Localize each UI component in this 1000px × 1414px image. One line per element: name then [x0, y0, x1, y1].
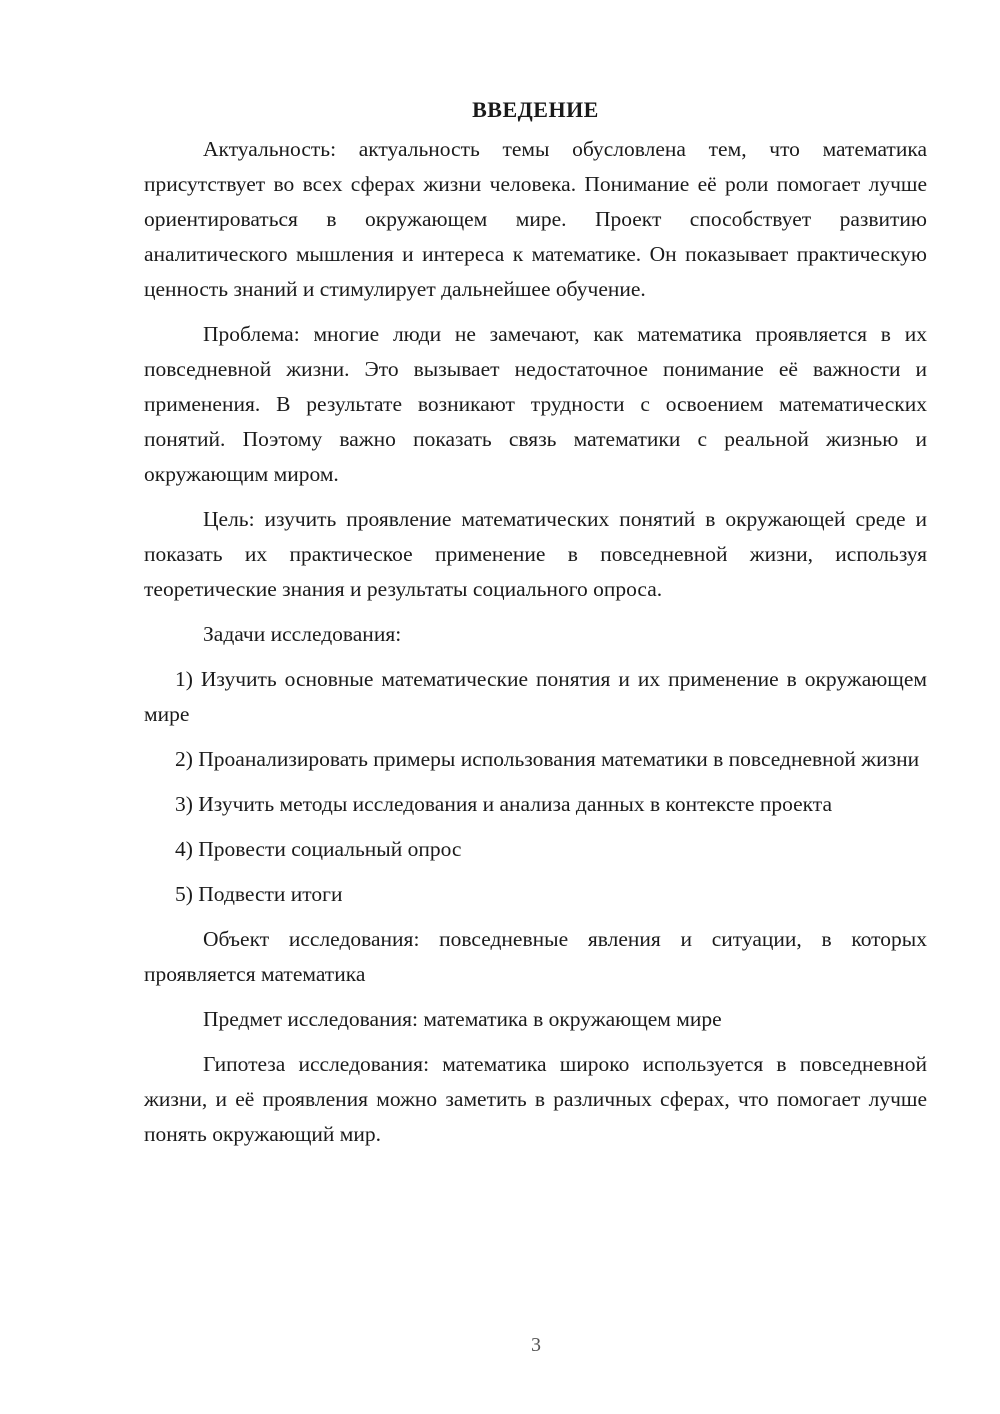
task-item-2: 2) Проанализировать примеры использования математики в повседневной жизни: [175, 747, 920, 771]
task-item-1: 1) Изучить основные математические понятия и их применение в окружающем мире: [144, 667, 927, 726]
document-page: [144, 92, 927, 1162]
section-title: ВВЕДЕНИЕ: [472, 97, 599, 122]
paragraph-problem: Проблема: многие люди не замечают, как математика проявляется в их повседневной жизни. Это вызывает недостаточное понимание её важности и применения. В результате возникают трудности с освоением математических понятий. Поэтому важно показать связь математики с реальной жизнью и окружающим миром.: [144, 322, 927, 486]
page-number: 3: [531, 1334, 541, 1356]
paragraph-goal: Цель: изучить проявление математических понятий в окружающей среде и показать их практическое применение в повседневной жизни, используя теоретические знания и результаты социального опроса.: [144, 507, 927, 601]
task-item-3: 3) Изучить методы исследования и анализа данных в контексте проекта: [175, 792, 832, 816]
paragraph-tasks-heading: Задачи исследования:: [203, 622, 402, 646]
paragraph-relevance: Актуальность: актуальность темы обусловлена тем, что математика присутствует во всех сферах жизни человека. Понимание её роли помогает лучше ориентироваться в окружающем мире. Проект способствует развитию аналитического мышления и интереса к математике. Он показывает практическую ценность знаний и стимулирует дальнейшее обучение.: [144, 137, 927, 301]
paragraph-subject: Предмет исследования: математика в окружающем мире: [203, 1007, 722, 1031]
paragraph-hypothesis: Гипотеза исследования: математика широко используется в повседневной жизни, и её проявления можно заметить в различных сферах, что помогает лучше понять окружающий мир.: [144, 1052, 927, 1146]
task-item-4: 4) Провести социальный опрос: [175, 837, 462, 861]
paragraph-object: Объект исследования: повседневные явления и ситуации, в которых проявляется математика: [144, 927, 927, 986]
task-item-5: 5) Подвести итоги: [175, 882, 343, 906]
